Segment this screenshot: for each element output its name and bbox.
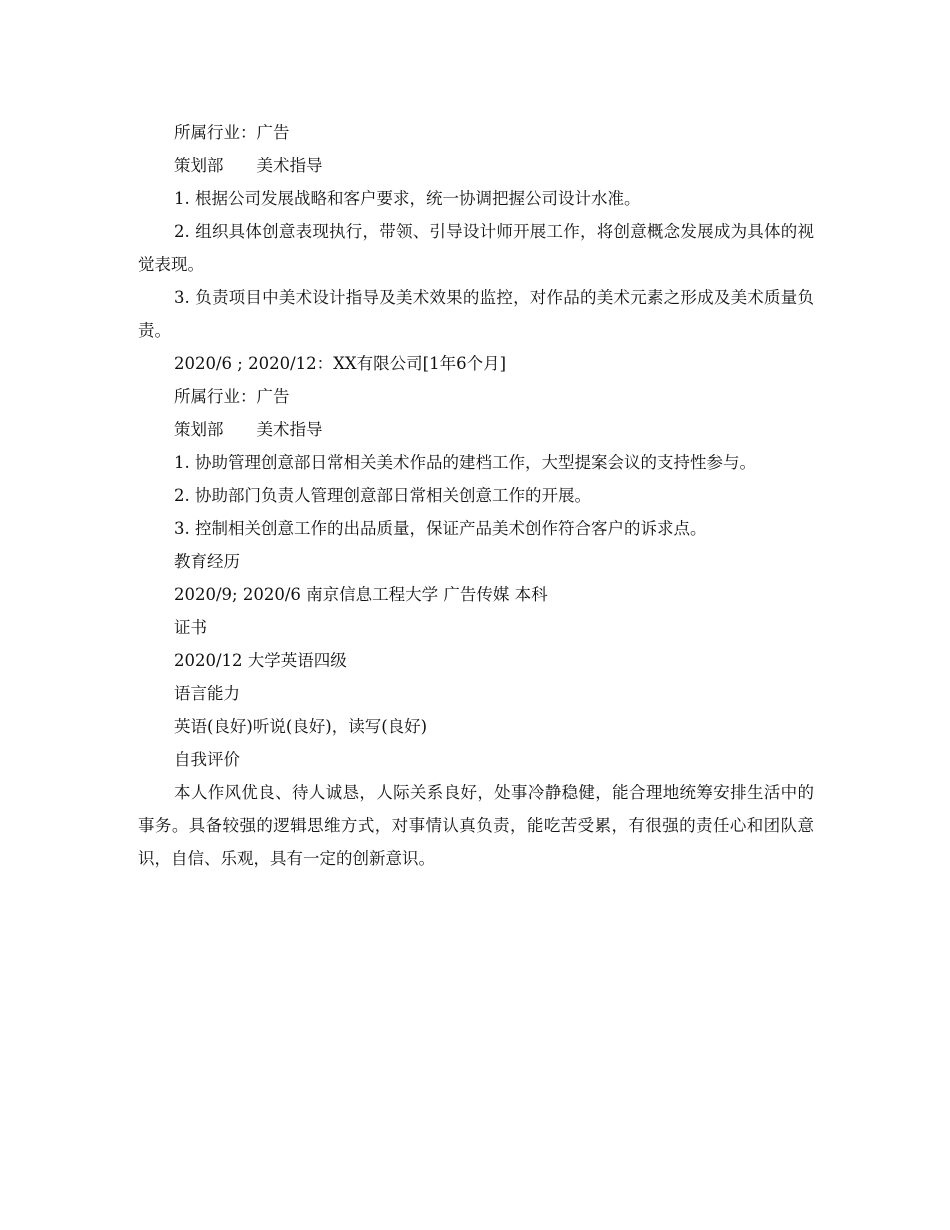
duty-item-2-1: 1. 协助管理创意部日常相关美术作品的建档工作，大型提案会议的支持性参与。 [174, 453, 756, 472]
duty-item-1-1: 1. 根据公司发展战略和客户要求，统一协调把握公司设计水准。 [174, 189, 641, 208]
section-heading-education: 教育经历 [174, 552, 240, 571]
department-role-line-2: 策划部 美术指导 [174, 420, 323, 439]
duty-item-1-2: 2. 组织具体创意表现执行，带领、引导设计师开展工作，将创意概念发展成为具体的视觉表现。 [138, 222, 814, 274]
department-role-line-1: 策划部 美术指导 [174, 156, 323, 175]
industry-line-2: 所属行业：广告 [174, 387, 290, 406]
section-heading-certificates: 证书 [174, 618, 207, 637]
employment-period-line: 2020/6 ; 2020/12：XX有限公司[1年6个月] [174, 354, 507, 373]
section-heading-self-evaluation: 自我评价 [174, 750, 240, 769]
duty-item-2-2: 2. 协助部门负责人管理创意部日常相关创意工作的开展。 [174, 486, 591, 505]
industry-line-1: 所属行业：广告 [174, 123, 290, 142]
language-entry: 英语(良好)听说(良好)，读写(良好) [174, 717, 428, 736]
duty-item-2-3: 3. 控制相关创意工作的出品质量，保证产品美术创作符合客户的诉求点。 [174, 519, 707, 538]
duty-item-1-3: 3. 负责项目中美术设计指导及美术效果的监控，对作品的美术元素之形成及美术质量负责。 [138, 288, 814, 340]
certificate-entry: 2020/12 大学英语四级 [174, 651, 347, 670]
education-entry: 2020/9; 2020/6 南京信息工程大学 广告传媒 本科 [174, 585, 548, 604]
self-evaluation-paragraph: 本人作风优良、待人诚恳，人际关系良好，处事冷静稳健，能合理地统筹安排生活中的事务。具备较强的逻辑思维方式，对事情认真负责，能吃苦受累，有很强的责任心和团队意识，自信、乐观，具有一定的创新意识。 [138, 783, 814, 868]
section-heading-language: 语言能力 [174, 684, 240, 703]
resume-content [138, 116, 814, 875]
